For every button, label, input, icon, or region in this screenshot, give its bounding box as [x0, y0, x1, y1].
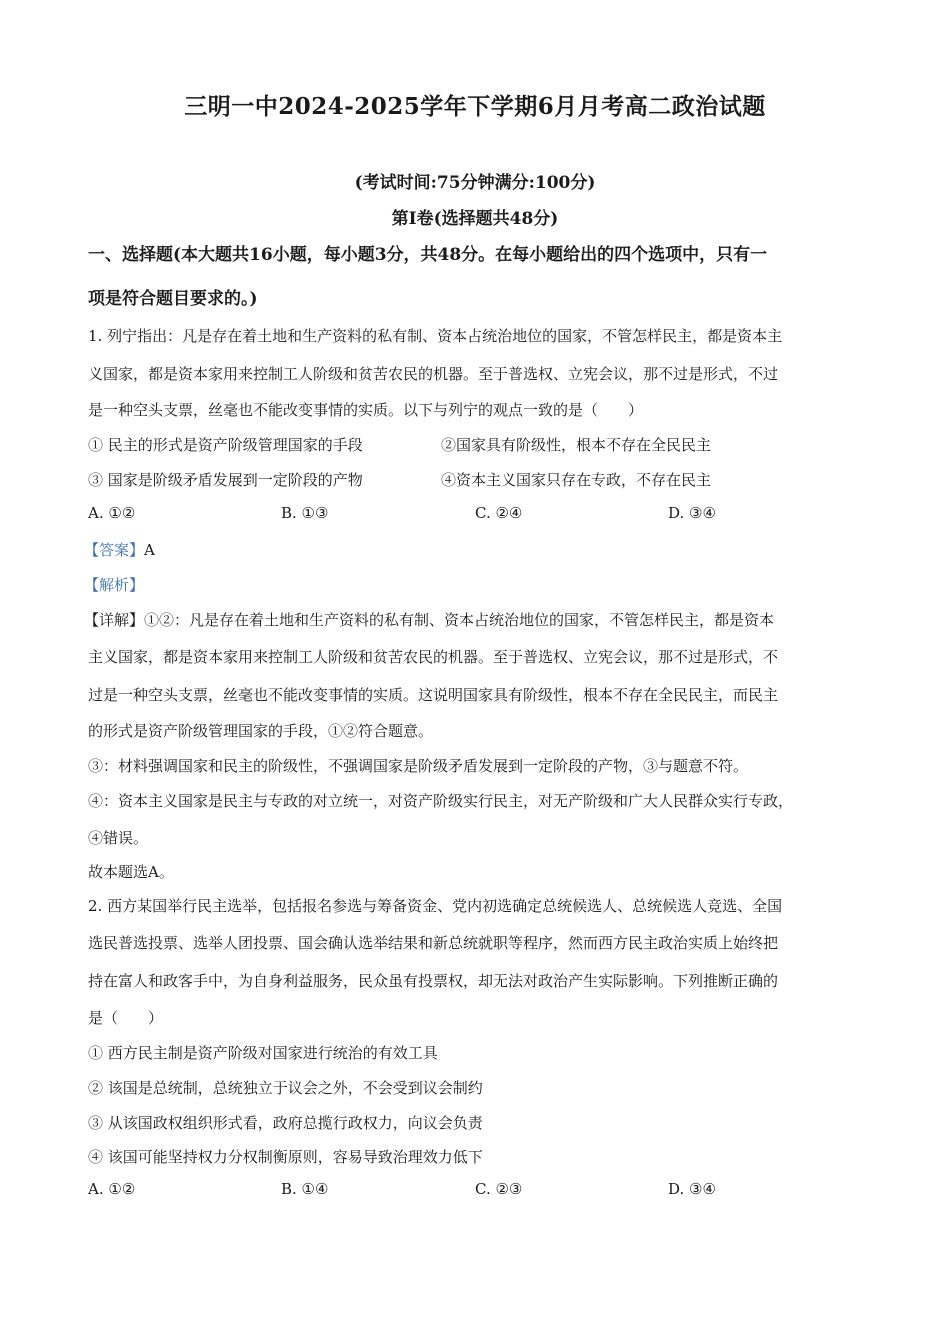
answer-value: A — [144, 541, 155, 559]
q1-stem-line-3: 是一种空头支票，丝毫也不能改变事情的实质。以下与列宁的观点一致的是（ ） — [88, 401, 644, 419]
q2-statement-4: ④ 该国可能坚持权力分权制衡原则，容易导致治理效力低下 — [88, 1148, 483, 1166]
q1-option-a: A. ①② — [88, 504, 136, 522]
detail-tag: 【详解】 — [84, 611, 145, 629]
q2-stem-line-1: 2. 西方某国举行民主选举，包括报名参选与筹备资金、党内初选确定总统候选人、总统候选人竞选、全国 — [88, 897, 783, 915]
q2-option-b: B. ①④ — [281, 1180, 329, 1198]
q2-option-a: A. ①② — [88, 1180, 136, 1198]
q1-detail-line-6: ④：资本主义国家是民主与专政的对立统一，对资产阶级实行民主，对无产阶级和广大人民群众实行专政， — [88, 792, 794, 810]
q1-detail-line-8: 故本题选A。 — [88, 863, 174, 881]
q1-detail-line-2: 主义国家，都是资本家用来控制工人阶级和贫苦农民的机器。至于普选权、立宪会议，那不过是形式，不 — [88, 648, 779, 666]
q1-detail-line-3: 过是一种空头支票，丝毫也不能改变事情的实质。这说明国家具有阶级性，根本不存在全民民主，而民主 — [88, 686, 779, 704]
q2-option-d: D. ③④ — [668, 1180, 716, 1198]
q1-statement-2: ②国家具有阶级性，根本不存在全民民主 — [441, 436, 712, 454]
q1-stem-line-2: 义国家，都是资本家用来控制工人阶级和贫苦农民的机器。至于普选权、立宪会议，那不过是形式，不过 — [88, 365, 779, 383]
page-title: 三明一中2024-2025学年下学期6月月考高二政治试题 — [184, 93, 766, 120]
q2-option-c: C. ②③ — [475, 1180, 523, 1198]
section-heading-line-2: 项是符合题目要求的。) — [88, 289, 258, 309]
exam-info: (考试时间:75分钟满分:100分) — [354, 173, 596, 193]
analysis-tag: 【解析】 — [84, 576, 145, 594]
q1-statement-3: ③ 国家是阶级矛盾发展到一定阶段的产物 — [88, 471, 363, 489]
q1-detail-line-5: ③：材料强调国家和民主的阶级性，不强调国家是阶级矛盾发展到一定阶段的产物，③与题意不符。 — [88, 757, 749, 775]
q1-stem-line-1: 1. 列宁指出：凡是存在着土地和生产资料的私有制、资本占统治地位的国家，不管怎样民主，都是资本主 — [88, 327, 783, 345]
q2-stem-line-2: 选民普选投票、选举人团投票、国会确认选举结果和新总统就职等程序，然而西方民主政治实质上始终把 — [88, 934, 779, 952]
q2-stem-line-3: 持在富人和政客手中，为自身利益服务，民众虽有投票权，却无法对政治产生实际影响。下列推断正确的 — [88, 972, 779, 990]
q1-detail-line-1 — [84, 609, 774, 630]
q2-stem-line-4: 是（ ） — [88, 1009, 164, 1027]
section-heading-line-1: 一、选择题(本大题共16小题，每小题3分，共48分。在每小题给出的四个选项中，只有一 — [88, 245, 768, 265]
q1-detail-line-7: ④错误。 — [88, 829, 149, 847]
q1-option-c: C. ②④ — [475, 504, 523, 522]
q1-option-d: D. ③④ — [668, 504, 716, 522]
q1-option-b: B. ①③ — [281, 504, 329, 522]
detail-text-1: ①②：凡是存在着土地和生产资料的私有制、资本占统治地位的国家，不管怎样民主，都是资本 — [144, 611, 775, 629]
q1-detail-line-4: 的形式是资产阶级管理国家的手段，①②符合题意。 — [88, 722, 434, 740]
q1-answer-line — [84, 539, 155, 560]
q2-statement-3: ③ 从该国政权组织形式看，政府总揽行政权力，向议会负责 — [88, 1114, 483, 1132]
q2-statement-2: ② 该国是总统制，总统独立于议会之外，不会受到议会制约 — [88, 1079, 483, 1097]
q1-statement-4: ④资本主义国家只存在专政，不存在民主 — [441, 471, 712, 489]
q1-statement-1: ① 民主的形式是资产阶级管理国家的手段 — [88, 436, 363, 454]
answer-tag: 【答案】 — [84, 541, 145, 559]
part-title: 第Ⅰ卷(选择题共48分) — [391, 209, 559, 229]
q2-statement-1: ① 西方民主制是资产阶级对国家进行统治的有效工具 — [88, 1044, 438, 1062]
